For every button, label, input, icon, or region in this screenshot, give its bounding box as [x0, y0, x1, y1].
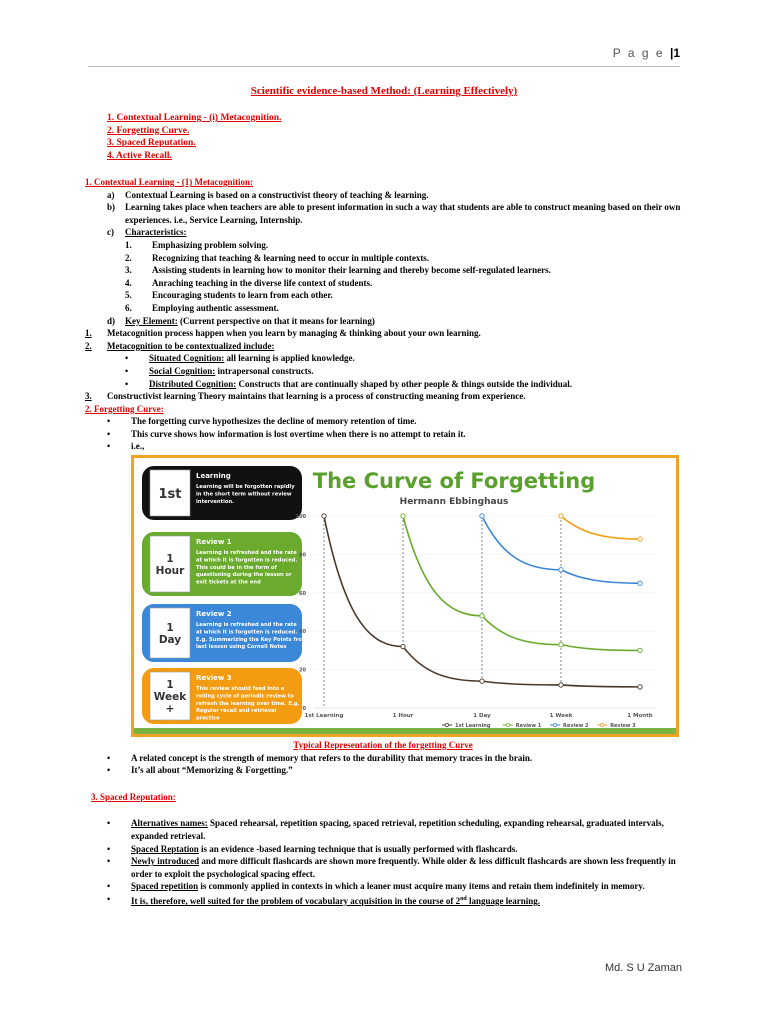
- characteristic-item: [125, 264, 681, 277]
- point-3-text: Constructivist learning Theory maintains that learning is a process of constructing meaning from experience.: [107, 391, 526, 402]
- bullet-icon: •: [125, 365, 129, 376]
- card-body: Learning is refreshed and the rate: [196, 550, 297, 557]
- y-tick-label: 60: [299, 590, 306, 597]
- figure-bottom-bar: [134, 728, 676, 734]
- toc-item[interactable]: 4. Active Recall.: [107, 150, 172, 161]
- legend-marker: [506, 723, 509, 726]
- card-label: 1: [166, 553, 174, 566]
- chart-title: The Curve of Forgetting: [312, 469, 596, 494]
- legend-marker: [445, 723, 448, 726]
- card-body: last lesson using Cornell Notes: [196, 644, 287, 651]
- characteristic-number: 5.: [125, 290, 132, 301]
- table-of-contents: [107, 112, 281, 162]
- item-a-text: Contextual Learning is based on a constructivist theory of teaching & learning.: [125, 189, 429, 200]
- toc-item[interactable]: 3. Spaced Reputation.: [107, 138, 196, 148]
- characteristic-number: 2.: [125, 252, 132, 263]
- characteristic-text: Employing authentic assessment.: [152, 302, 279, 313]
- card-label: 1st: [158, 487, 182, 503]
- card-heading: Review 3: [196, 674, 232, 683]
- cognition-term: Situated Cognition:: [149, 353, 225, 364]
- data-point: [559, 568, 563, 572]
- data-point: [480, 679, 484, 683]
- cognition-item: [125, 378, 681, 391]
- y-tick-label: 0: [302, 706, 306, 713]
- card-body: questioning during the lesson or: [196, 572, 292, 579]
- bullet-icon: •: [107, 843, 111, 854]
- card-heading: Review 2: [196, 610, 232, 619]
- list-item: • This curve shows how information is lost overtime when there is no attempt to retain it.: [107, 428, 466, 439]
- y-tick-label: 40: [299, 629, 306, 636]
- page-number: 1: [673, 46, 680, 60]
- figure-caption: Typical Representation of the forgetting Curve: [293, 740, 473, 751]
- data-point: [401, 514, 405, 518]
- forgetting-curve-svg: [134, 458, 676, 728]
- card-body: intervention.: [196, 498, 235, 505]
- bullet-icon: •: [107, 441, 111, 452]
- legend-label: Review 1: [515, 723, 542, 729]
- series-line: [561, 516, 640, 539]
- card-label: Day: [158, 634, 182, 647]
- list-item: • The forgetting curve hypothesizes the decline of memory retention of time.: [107, 416, 417, 427]
- toc-item[interactable]: 1. Contextual Learning - (i) Metacognition.: [107, 113, 282, 123]
- section-1-heading: 1. Contextual Learning - (1) Metacognition:: [85, 177, 253, 187]
- bullet-icon: •: [107, 428, 111, 439]
- point-2-text: Metacognition to be contextualized include:: [107, 340, 275, 351]
- bullet-icon: •: [107, 752, 111, 763]
- bullet-icon: •: [107, 856, 111, 867]
- bullet-icon: •: [107, 416, 111, 427]
- data-point: [559, 643, 563, 647]
- y-tick-label: 80: [299, 552, 306, 559]
- section-2-heading: 2. Forgetting Curve:: [85, 403, 164, 414]
- legend-label: Review 2: [563, 723, 589, 729]
- card-body: rolling cycle of periodic review to: [196, 693, 294, 700]
- key-element-label: Key Element:: [125, 315, 178, 326]
- card-body: This could be in the form of: [196, 564, 277, 571]
- list-item: • It is, therefore, well suited for the problem of vocabulary acquisition in the course of 2nd language learning.: [107, 894, 541, 906]
- footer-author: Md. S U Zaman: [604, 962, 682, 974]
- cognition-item: [125, 365, 681, 378]
- data-point: [322, 514, 326, 518]
- item-b-text: Learning takes place when teachers are able to present information in such a way that students are able to construct meaning based on their own experiences. i.e., Service Learning, Internship.: [125, 202, 681, 225]
- data-point: [638, 648, 642, 652]
- legend-marker: [553, 723, 556, 726]
- data-point: [401, 644, 405, 648]
- characteristic-number: 6.: [125, 302, 132, 313]
- item-c-label: c): [107, 227, 114, 238]
- card-body: This review should feed into a: [196, 686, 285, 693]
- characteristic-text: Assisting students in learning how to monitor their learning and thereby become self-regulated learners.: [152, 265, 551, 276]
- card-body: Learning will be forgotten rapidly: [196, 484, 295, 491]
- section-3-heading: 3. Spaced Reputation:: [91, 791, 176, 802]
- bullet-icon: •: [125, 353, 129, 364]
- card-body: in the short term without review: [196, 491, 292, 498]
- header-rule: [88, 66, 680, 67]
- characteristic-item: [125, 302, 681, 315]
- data-point: [638, 537, 642, 541]
- characteristic-text: Anraching teaching in the diverse life context of students.: [152, 277, 373, 288]
- characteristics-list: [85, 239, 681, 315]
- card-body: at which it is forgotten is reduced.: [196, 629, 298, 636]
- x-tick-label: 1 Month: [627, 713, 653, 720]
- x-tick-label: 1 Week: [549, 713, 573, 720]
- item-a: [107, 189, 681, 202]
- data-point: [559, 514, 563, 518]
- chart-subtitle: Hermann Ebbinghaus: [399, 497, 509, 508]
- list-item: • A related concept is the strength of memory that refers to the durability that memory traces in the brain.: [107, 752, 533, 763]
- data-point: [480, 614, 484, 618]
- item-c-text: Characteristics:: [125, 227, 187, 238]
- data-point: [480, 514, 484, 518]
- item-b: [107, 201, 681, 226]
- characteristic-number: 1.: [125, 239, 132, 250]
- characteristic-number: 3.: [125, 265, 132, 276]
- item-b-label: b): [107, 202, 116, 213]
- key-element-text: (Current perspective on that it means for learning): [177, 315, 375, 326]
- bullet-icon: •: [107, 894, 111, 904]
- bullet-icon: •: [125, 378, 129, 389]
- characteristic-item: [125, 289, 681, 302]
- cognition-definition: intrapersonal constructs.: [215, 365, 314, 376]
- item-d-label: d): [107, 315, 116, 326]
- bullet-icon: •: [107, 881, 111, 892]
- page-word: P a g e: [612, 46, 665, 60]
- x-tick-label: 1 Hour: [392, 713, 414, 720]
- cognition-list: [125, 352, 681, 390]
- data-point: [638, 581, 642, 585]
- legend-marker: [601, 723, 604, 726]
- data-point: [559, 683, 563, 687]
- point-2-label: 2.: [85, 340, 92, 351]
- list-item: • It’s all about “Memorizing & Forgetting.”: [107, 765, 293, 776]
- list-item: • Spaced repetition is commonly applied in contexts in which a leaner must acquire many items and retain them indefinitely in memory.: [107, 881, 645, 892]
- card-heading: Review 1: [196, 538, 232, 547]
- point-3: [85, 390, 681, 403]
- cognition-term: Distributed Cognition:: [149, 378, 237, 389]
- x-tick-label: 1st Learning: [304, 713, 344, 720]
- bullet-icon: •: [107, 765, 111, 776]
- card-body: at which it is forgotten is reduced.: [196, 557, 298, 564]
- item-d: [107, 315, 681, 328]
- card-label: 1: [166, 622, 174, 635]
- list-item: • Newly introduced and more difficult flashcards are shown more frequently. While older & less difficult flashcards are shown less frequently in order to exploit the psychological spacing effect.: [107, 856, 676, 879]
- card-body: Learning is refreshed and the rate: [196, 622, 297, 629]
- point-1: [85, 327, 681, 340]
- cognition-item: [125, 352, 681, 365]
- cognition-definition: all learning is applied knowledge.: [224, 353, 355, 364]
- characteristic-item: [125, 277, 681, 290]
- list-item: • i.e.,: [107, 441, 145, 452]
- card-body: E.g. Summarizing the Key Points from: [196, 636, 308, 643]
- point-3-label: 3.: [85, 391, 92, 402]
- page-separator: |: [669, 46, 674, 60]
- characteristic-text: Emphasizing problem solving.: [152, 239, 269, 250]
- card-heading: Learning: [196, 472, 231, 481]
- card-body: practice: [196, 715, 220, 722]
- legend-label: Review 3: [610, 723, 636, 729]
- document-title: Scientific evidence-based Method: (Learning Effectively): [250, 85, 518, 97]
- characteristic-number: 4.: [125, 277, 132, 288]
- list-item: • Alternatives names: Spaced rehearsal, repetition spacing, spaced retrieval, repetition scheduling, expanding rehearsal, graduated intervals, expanded retrieval.: [107, 818, 664, 842]
- cognition-term: Social Cognition:: [149, 365, 216, 376]
- characteristic-text: Recognizing that teaching & learning need to occur in multiple contexts.: [152, 252, 430, 263]
- y-tick-label: 20: [299, 667, 306, 674]
- point-1-label: 1.: [85, 328, 92, 339]
- card-label: 1: [166, 679, 174, 692]
- data-point: [638, 685, 642, 689]
- toc-item[interactable]: 2. Forgetting Curve.: [107, 125, 190, 136]
- bullet-icon: •: [107, 818, 111, 829]
- point-1-text: Metacognition process happen when you learn by managing & thinking about your own learning.: [107, 328, 481, 339]
- y-tick-label: 100: [295, 514, 306, 521]
- item-c: [107, 226, 681, 239]
- card-label: Week: [153, 691, 187, 704]
- card-label: +: [165, 703, 175, 716]
- card-body: refresh the learning over time. E.g.: [196, 700, 300, 707]
- forgetting-curve-figure: [131, 455, 679, 737]
- list-item: • Spaced Reptation is an evidence -based learning technique that is usually performed with flashcards.: [107, 843, 518, 854]
- characteristic-item: [125, 239, 681, 252]
- card-body: exit tickets at the end: [196, 579, 261, 586]
- item-a-label: a): [107, 189, 115, 200]
- characteristic-text: Encouraging students to learn from each other.: [152, 290, 333, 301]
- page-header: [613, 46, 680, 60]
- point-2: [85, 340, 681, 353]
- characteristic-item: [125, 252, 681, 265]
- document-body: [85, 176, 681, 908]
- x-tick-label: 1 Day: [473, 713, 491, 720]
- card-label: Hour: [155, 565, 185, 578]
- card-body: Regular recall and retrieval: [196, 708, 277, 715]
- cognition-definition: Constructs that are continually shaped by other people & things outside the individual.: [236, 378, 572, 389]
- legend-label: 1st Learning: [455, 723, 491, 729]
